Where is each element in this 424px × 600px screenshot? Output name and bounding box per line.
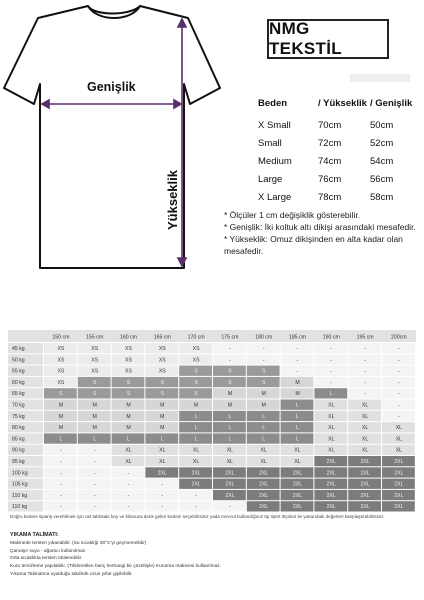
grid-cell-label: XL: [361, 447, 369, 454]
grid-cell-label: L: [262, 413, 266, 420]
grid-height-header: 165 cm: [153, 334, 171, 341]
grid-cell-label: 2XL: [225, 492, 235, 499]
grid-cell-label: L: [296, 413, 299, 420]
grid-cell-label: XL: [395, 436, 403, 443]
grid-cell-label: 2XL: [225, 470, 235, 477]
grid-cell-label: 2XL: [360, 459, 370, 465]
grid-cell-label: 2XL: [259, 492, 269, 499]
grid-cell-label: XL: [192, 447, 200, 454]
grid-weight-label: 85 kg: [12, 436, 25, 443]
grid-height-header: 200cm: [391, 334, 407, 341]
grid-cell-label: -: [398, 379, 400, 386]
grid-cell-label: XL: [159, 447, 166, 454]
grid-weight-label: 110 kg: [12, 492, 28, 499]
grid-cell-label: XL: [226, 447, 234, 454]
grid-cell-label: 2XL: [360, 492, 370, 499]
grid-cell-label: -: [93, 492, 96, 499]
size-name: Medium: [258, 155, 292, 167]
washing-instructions: [10, 532, 415, 579]
grid-cell-label: 2XL: [326, 459, 336, 465]
grid-cell-label: M: [193, 402, 199, 409]
grid-cell-label: 2XL: [394, 504, 404, 511]
grid-cell-label: L: [296, 436, 299, 443]
grid-cell-label: L: [194, 425, 198, 432]
wash-line: Çamaşır suyu - ağartıcı kullanılmaz.: [10, 548, 87, 554]
size-table: [258, 94, 418, 206]
grid-cell-label: -: [364, 368, 366, 375]
tshirt-outline: [4, 6, 220, 268]
grid-cell-label: 2XL: [326, 492, 336, 499]
grid-cell-label: M: [126, 425, 131, 432]
grid-weight-label: 75 kg: [12, 413, 25, 420]
grid-cell-label: XL: [361, 425, 369, 432]
grid-cell-label: -: [60, 504, 62, 511]
grid-cell-label: XL: [294, 447, 301, 454]
size-height: 70cm: [318, 119, 342, 131]
grid-weight-label: 110 kg: [12, 504, 28, 511]
grid-cell-label: -: [195, 492, 197, 499]
size-table-header: [258, 94, 418, 112]
brand-logo: NMG TEKSTİL: [267, 19, 389, 59]
grid-cell-label: -: [398, 402, 400, 409]
size-width: 52cm: [370, 137, 394, 149]
grid-height-header: 180 cm: [255, 334, 273, 341]
grid-cell-label: -: [262, 357, 265, 364]
grid-cell-label: XS: [125, 368, 132, 375]
grid-height-header: 175 cm: [221, 334, 239, 341]
size-height: 78cm: [318, 191, 342, 203]
grid-cell-label: -: [364, 357, 366, 364]
grid-cell-label: -: [195, 504, 197, 511]
grid-cell-label: 2XL: [360, 470, 370, 477]
size-name: Large: [258, 173, 283, 185]
grid-cell-label: 2XL: [259, 481, 269, 488]
grid-cell-label: XS: [125, 357, 132, 364]
grid-cell-label: XS: [91, 368, 99, 375]
table-row: [258, 116, 418, 134]
grid-weight-label: 105 kg: [12, 481, 28, 488]
grid-weight-label: 100 kg: [12, 470, 28, 477]
grid-cell-label: L: [262, 425, 266, 432]
grid-cell-label: L: [262, 436, 266, 443]
grid-cell-label: XL: [192, 459, 200, 465]
grid-cell-label: -: [364, 379, 366, 386]
grid-height-header: 160 cm: [119, 334, 138, 341]
grid-cell-label: 2XL: [394, 492, 404, 499]
size-recommendation-grid: [8, 330, 416, 512]
grid-cell-label: 2XL: [360, 481, 370, 488]
grid-cell-label: -: [330, 357, 333, 364]
grid-cell-label: L: [296, 402, 299, 409]
grid-cell-label: S: [126, 379, 131, 386]
grid-cell-label: -: [93, 470, 96, 477]
grid-cell-label: S: [194, 368, 198, 375]
grid-cell-label: XL: [159, 459, 166, 465]
grid-cell-label: -: [161, 492, 164, 499]
grid-cell-label: XL: [328, 413, 335, 420]
grid-cell-label: S: [59, 391, 63, 398]
grid-cell-label: 2XL: [326, 481, 336, 488]
grid-cell-label: L: [93, 436, 97, 443]
grid-cell-label: XS: [192, 357, 200, 364]
grid-cell-label: M: [126, 413, 131, 420]
wash-line: Yıkama Talimatına uyulduğu takdirde uzun yıllar giyilebilir.: [10, 571, 133, 577]
wash-line: Orta sıcaklıkta tersten ütülenebilir.: [10, 556, 83, 562]
size-height: 74cm: [318, 155, 342, 167]
grid-cell-label: -: [296, 368, 299, 375]
header-size: Beden: [258, 97, 288, 109]
grid-cell-label: -: [161, 481, 164, 488]
grid-cell-label: 2XL: [225, 481, 235, 488]
grid-cell-label: -: [127, 481, 130, 488]
grid-cell-label: -: [296, 346, 299, 352]
grid-cell-label: -: [296, 357, 299, 364]
grid-cell-label: L: [59, 436, 63, 443]
grid-cell-label: XL: [125, 459, 132, 465]
grid-weight-label: 45 kg: [12, 346, 25, 352]
grid-cell-label: S: [228, 368, 232, 375]
grid-cell-label: S: [228, 379, 232, 386]
grid-cell-label: L: [228, 436, 232, 443]
grid-cell-label: -: [398, 391, 400, 398]
grid-height-header: 155 cm: [86, 334, 104, 341]
grid-weight-label: 90 kg: [12, 447, 25, 454]
grid-cell-label: -: [93, 447, 96, 454]
grid-cell-label: 2XL: [394, 459, 404, 465]
grid-cell-label: M: [295, 391, 300, 398]
grid-footnote: Doğru bedeni sipariş verebilmek için üst tablotaki boy ve kilonuza denk gelen bedeni seçebilirsiniz yada mevcut kullandığınız tip tişört ölçüleri ile yukarıdaki değerleri karşılaştırabilirsiniz.: [10, 514, 385, 519]
table-row: [258, 170, 418, 188]
grid-cell-label: L: [329, 391, 333, 398]
grid-cell-label: M: [261, 402, 266, 409]
grid-cell-label: L: [194, 413, 198, 420]
grid-weight-label: 65 kg: [12, 391, 25, 398]
grid-cell-label: 2XL: [326, 470, 336, 477]
size-width: 54cm: [370, 155, 394, 167]
grid-cell-label: M: [92, 402, 97, 409]
grid-height-header: 185 cm: [288, 334, 307, 341]
grid-height-header: 170 cm: [187, 334, 205, 341]
grid-cell-label: -: [127, 470, 130, 477]
grid-cell-label: XL: [328, 447, 335, 454]
grid-cell-label: M: [58, 413, 64, 420]
grid-cell-label: M: [58, 425, 64, 432]
wash-title: YIKAMA TALİMATI:: [10, 532, 59, 538]
grid-weight-label: 70 kg: [12, 402, 25, 409]
table-row: [258, 134, 418, 152]
grid-cell-label: 2XL: [191, 470, 201, 477]
grid-height-header: 195 cm: [356, 334, 374, 341]
grid-cell-label: -: [93, 504, 96, 511]
grid-cell-label: -: [127, 492, 130, 499]
header-height: / Yükseklik: [318, 97, 367, 109]
grid-cell-label: M: [92, 425, 97, 432]
grid-cell-label: XS: [158, 357, 166, 364]
grid-cell-label: -: [364, 346, 366, 352]
grid-cell-label: XS: [57, 357, 65, 364]
grid-cell-label: M: [261, 391, 266, 398]
grid-cell-label: -: [229, 346, 231, 352]
grid-height-header: 190 cm: [322, 334, 340, 341]
grid-cell-label: -: [229, 504, 231, 511]
grid-cell-label: XL: [260, 459, 267, 465]
grid-cell-label: XS: [91, 357, 99, 364]
grid-cell-label: S: [194, 391, 198, 398]
grid-cell-label: M: [92, 413, 97, 420]
grid-cell-label: -: [330, 346, 333, 352]
height-label: Yükseklik: [165, 170, 180, 230]
grid-cell-label: -: [60, 470, 62, 477]
grid-cell-label: S: [160, 391, 165, 398]
grid-cell-label: -: [93, 481, 96, 488]
grid-cell-label: S: [261, 379, 266, 386]
grid-cell-label: 2XL: [191, 481, 201, 488]
size-height: 72cm: [318, 137, 342, 149]
grid-cell-label: 2XL: [292, 504, 303, 511]
grid-cell-label: S: [92, 391, 97, 398]
grid-cell-label: S: [160, 379, 165, 386]
grid-cell-label: XL: [294, 459, 301, 465]
table-row: [258, 188, 418, 206]
measurement-notes: [224, 209, 422, 257]
grid-cell-label: M: [58, 402, 64, 409]
note-item: * Ölçüler 1 cm değişiklik gösterebilir.: [224, 210, 361, 220]
grid-weight-label: 95 kg: [12, 459, 25, 465]
grid-cell-label: 2XL: [394, 481, 404, 488]
grid-cell-label: M: [227, 391, 233, 398]
grid-weight-label: 55 kg: [12, 368, 25, 375]
grid-cell-label: 2XL: [360, 504, 370, 511]
grid-cell-label: 2XL: [259, 470, 269, 477]
grid-cell-label: XL: [395, 447, 403, 454]
grid-cell-label: S: [92, 379, 97, 386]
grid-cell-label: -: [60, 492, 62, 499]
grid-cell-label: XS: [158, 346, 166, 352]
grid-cell-label: L: [194, 436, 198, 443]
grid-cell-label: XL: [328, 402, 335, 409]
grid-cell-label: L: [160, 436, 164, 443]
grid-cell-label: XS: [57, 368, 65, 375]
grid-height-header: 150 cm: [52, 334, 70, 341]
grid-cell-label: M: [126, 402, 131, 409]
grid-cell-label: L: [228, 413, 232, 420]
decorative-strip: [350, 74, 410, 82]
grid-cell-label: 2XL: [394, 470, 404, 477]
grid-weight-label: 80 kg: [12, 425, 25, 432]
grid-cell-label: 2XL: [292, 492, 303, 499]
grid-cell-label: -: [161, 504, 164, 511]
note-item: * Genişlik: İki koltuk altı dikişi arasındaki mesafedir.: [224, 222, 416, 232]
grid-cell-label: XL: [328, 436, 335, 443]
size-width: 50cm: [370, 119, 394, 131]
grid-cell-label: M: [160, 413, 165, 420]
grid-cell-label: -: [229, 357, 231, 364]
grid-cell-label: -: [398, 413, 400, 420]
grid-cell-label: XL: [361, 402, 369, 409]
grid-cell-label: 2XL: [292, 481, 303, 488]
grid-cell-label: XL: [361, 413, 369, 420]
grid-cell-label: S: [126, 391, 131, 398]
grid-cell-label: S: [194, 379, 198, 386]
grid-cell-label: -: [60, 447, 62, 454]
grid-cell-label: -: [262, 346, 265, 352]
grid-cell-label: L: [228, 425, 232, 432]
note-item: * Yükseklik: Omuz dikişinden en alta kadar olan mesafedir.: [224, 234, 403, 256]
wash-line: Kuru temizleme yapılabilir. (Trikloretilen hariç herhangi bir çözeltiyle) Kurutma makinesi kullanılmaz.: [10, 564, 221, 570]
size-width: 56cm: [370, 173, 394, 185]
size-name: X Large: [258, 191, 292, 203]
size-width: 58cm: [370, 191, 394, 203]
grid-cell-label: M: [295, 379, 300, 386]
grid-cell-label: 2XL: [259, 504, 269, 511]
grid-cell-label: XS: [158, 368, 166, 375]
grid-cell-label: L: [127, 436, 130, 443]
grid-weight-label: 50 kg: [12, 357, 25, 364]
grid-cell-label: 2XL: [292, 470, 303, 477]
grid-cell-label: XS: [125, 346, 132, 352]
table-row: [258, 152, 418, 170]
grid-cell-label: -: [60, 481, 62, 488]
grid-cell-label: XS: [57, 379, 65, 386]
grid-cell-label: XS: [192, 346, 200, 352]
grid-cell-label: -: [398, 368, 400, 375]
grid-cell-label: -: [127, 504, 130, 511]
grid-cell-label: XL: [226, 459, 234, 465]
grid-cell-label: 2XL: [157, 470, 167, 477]
grid-cell-label: XL: [361, 436, 369, 443]
grid-cell-label: -: [398, 346, 400, 352]
grid-cell-label: XS: [91, 346, 99, 352]
header-width: / Genişlik: [370, 97, 413, 109]
grid-cell-label: -: [398, 357, 400, 364]
grid-cell-label: XL: [328, 425, 335, 432]
grid-cell-label: M: [160, 425, 165, 432]
grid-cell-label: -: [330, 379, 333, 386]
size-name: X Small: [258, 119, 291, 131]
wash-line: Makinede tersten yıkanabilir. (Su sıcaklığı 30°C'yi geçmemelidir): [10, 540, 147, 546]
grid-cell-label: S: [261, 368, 266, 375]
grid-cell-label: XL: [395, 425, 403, 432]
grid-cell-label: XL: [125, 447, 132, 454]
grid-cell-label: XS: [57, 346, 65, 352]
grid-cell-label: -: [364, 391, 366, 398]
grid-weight-label: 60 kg: [12, 379, 25, 386]
grid-cell-label: L: [296, 425, 299, 432]
tshirt-diagram: [2, 0, 224, 290]
grid-cell-label: -: [330, 368, 333, 375]
grid-cell-label: -: [93, 459, 96, 465]
grid-cell-label: XL: [260, 447, 267, 454]
grid-cell-label: -: [60, 459, 62, 465]
grid-cell-label: M: [160, 402, 165, 409]
size-height: 76cm: [318, 173, 342, 185]
grid-cell-label: M: [227, 402, 233, 409]
width-label: Genişlik: [87, 80, 136, 94]
grid-cell-label: 2XL: [326, 504, 336, 511]
size-name: Small: [258, 137, 282, 149]
